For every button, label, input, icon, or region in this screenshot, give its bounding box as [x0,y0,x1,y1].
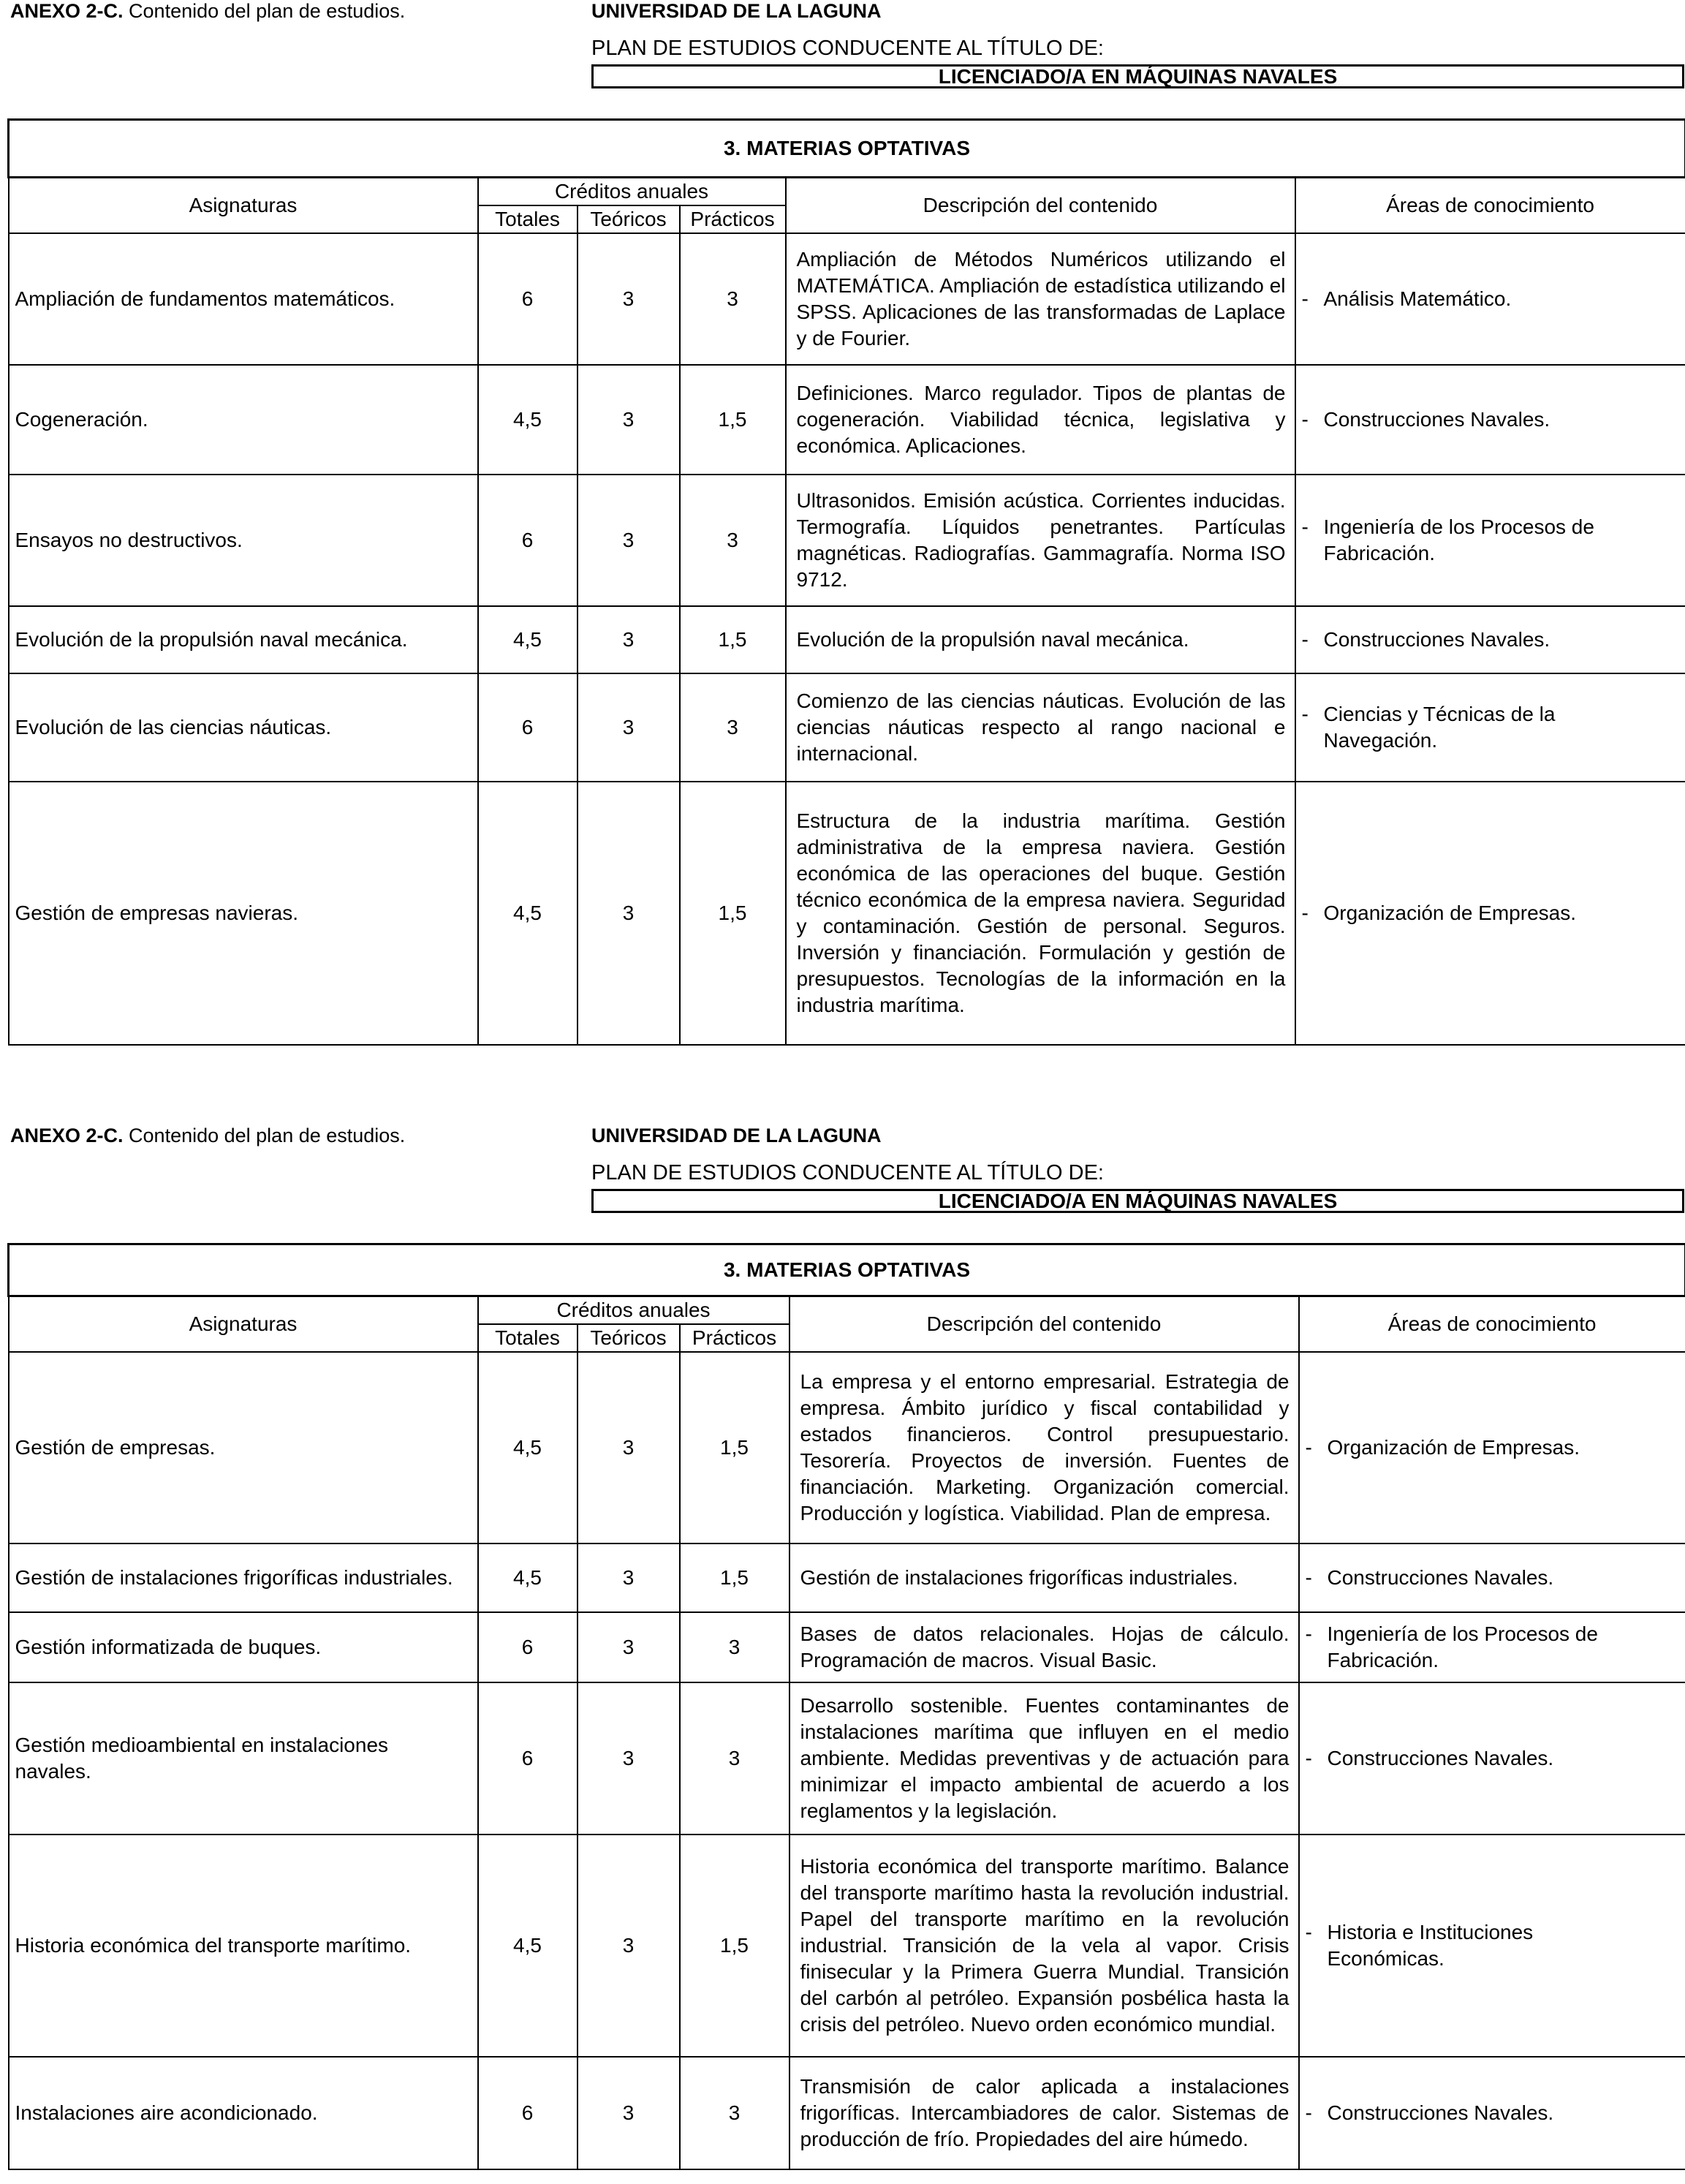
col-description: Descripción del contenido [786,178,1295,234]
subject-cell: Gestión de empresas navieras. [9,782,478,1045]
table-row [9,1543,1685,1612]
area-cell: - Construcciones Navales. [1299,1543,1685,1612]
area-text: Construcciones Navales. [1327,1747,1554,1769]
total-cell: 6 [478,1612,578,1682]
col-areas: Áreas de conocimiento [1295,178,1685,234]
subject-cell: Evolución de la propulsión naval mecánica. [9,606,478,673]
total-cell: 4,5 [478,1543,578,1612]
total-cell: 4,5 [478,606,578,673]
area-text: Historia e Instituciones Económicas. [1327,1921,1534,1970]
col-total: Totales [478,1324,578,1352]
area-cell: - Construcciones Navales. [1295,365,1685,475]
total-cell: 4,5 [478,1352,578,1543]
annex-label [10,1125,405,1147]
description-cell: La empresa y el entorno empresarial. Estrategia de empresa. Ámbito jurídico y fiscal contabilidad y estados financieros. Control presupuestario. Tesorería. Proyectos de inversión. Fuentes de financiación. Marketing. Organización comercial. Producción y logística. Viabilidad. Plan de empresa. [790,1352,1299,1543]
theory-cell: 3 [578,1682,680,1835]
table-row [9,606,1685,673]
practice-cell: 3 [680,1612,790,1682]
table-row [9,365,1685,475]
col-credits: Créditos anuales [478,178,786,206]
university-name: UNIVERSIDAD DE LA LAGUNA [591,1125,882,1146]
theory-cell: 3 [578,1352,680,1543]
col-theory: Teóricos [578,205,680,233]
col-areas: Áreas de conocimiento [1299,1296,1685,1353]
subject-cell: Historia económica del transporte marítimo. [9,1835,478,2057]
theory-cell: 3 [578,782,680,1045]
area-text: Construcciones Navales. [1327,1566,1554,1589]
practice-cell: 1,5 [680,1352,790,1543]
optional-subjects-table-1 [7,118,1685,1046]
col-practice: Prácticos [680,205,786,233]
total-cell: 6 [478,475,578,606]
practice-cell: 3 [680,1682,790,1835]
description-cell: Ultrasonidos. Emisión acústica. Corrientes inducidas. Termografía. Líquidos penetrantes. Partículas magnéticas. Radiografías. Gammagrafía. Norma ISO 9712. [786,475,1295,606]
description-cell: Ampliación de Métodos Numéricos utilizando el MATEMÁTICA. Ampliación de estadística utilizando el SPSS. Aplicaciones de las transformadas de Laplace y de Fourier. [786,233,1295,365]
plan-title: PLAN DE ESTUDIOS CONDUCENTE AL TÍTULO DE: [591,1161,1104,1184]
subject-cell: Gestión de instalaciones frigoríficas industriales. [9,1543,478,1612]
degree-title: LICENCIADO/A EN MÁQUINAS NAVALES [591,1189,1684,1213]
area-cell: - Historia e Instituciones Económicas. [1299,1835,1685,2057]
university-name: UNIVERSIDAD DE LA LAGUNA [591,0,882,22]
table-row [9,782,1685,1045]
table-body-1 [9,233,1685,1045]
description-cell: Bases de datos relacionales. Hojas de cálculo. Programación de macros. Visual Basic. [790,1612,1299,1682]
col-subjects: Asignaturas [9,178,478,234]
subject-cell: Instalaciones aire acondicionado. [9,2057,478,2169]
practice-cell: 1,5 [680,606,786,673]
annex-number: ANEXO 2-C. [10,0,124,22]
table-row [9,2057,1685,2169]
theory-cell: 3 [578,1835,680,2057]
total-cell: 6 [478,673,578,782]
total-cell: 6 [478,233,578,365]
area-cell: - Análisis Matemático. [1295,233,1685,365]
subject-cell: Gestión informatizada de buques. [9,1612,478,1682]
subject-cell: Gestión de empresas. [9,1352,478,1543]
area-cell: - Construcciones Navales. [1299,1682,1685,1835]
subject-cell: Ensayos no destructivos. [9,475,478,606]
area-cell: - Construcciones Navales. [1295,606,1685,673]
area-cell: - Ingeniería de los Procesos de Fabricación. [1295,475,1685,606]
practice-cell: 1,5 [680,1835,790,2057]
description-cell: Transmisión de calor aplicada a instalaciones frigoríficas. Intercambiadores de calor. Sistemas de producción de frío. Propiedades del aire húmedo. [790,2057,1299,2169]
col-total: Totales [478,205,578,233]
table-row [9,1682,1685,1835]
section-title: 3. MATERIAS OPTATIVAS [9,120,1685,178]
col-practice: Prácticos [680,1324,790,1352]
practice-cell: 3 [680,673,786,782]
annex-number: ANEXO 2-C. [10,1125,124,1146]
section-title: 3. MATERIAS OPTATIVAS [9,1244,1685,1296]
practice-cell: 1,5 [680,1543,790,1612]
table-body-2 [9,1352,1685,2169]
area-text: Organización de Empresas. [1323,902,1577,924]
area-cell: - Ingeniería de los Procesos de Fabricación. [1299,1612,1685,1682]
table-row [9,1835,1685,2057]
area-text: Construcciones Navales. [1327,2101,1554,2124]
description-cell: Historia económica del transporte marítimo. Balance del transporte marítimo hasta la revolución industrial. Papel del transporte marítimo en la revolución industrial. Transición de la vela al vapor. Crisis finisecular y la Primera Guerra Mundial. Transición del carbón al petróleo. Expansión posbélica hasta la crisis del petróleo. Nuevo orden económico mundial. [790,1835,1299,2057]
table-row [9,233,1685,365]
practice-cell: 1,5 [680,782,786,1045]
area-cell: - Organización de Empresas. [1295,782,1685,1045]
description-cell: Gestión de instalaciones frigoríficas industriales. [790,1543,1299,1612]
area-cell: - Construcciones Navales. [1299,2057,1685,2169]
annex-label [10,0,405,23]
optional-subjects-table-2 [7,1243,1685,2170]
total-cell: 4,5 [478,365,578,475]
table-row [9,475,1685,606]
area-text: Ciencias y Técnicas de la Navegación. [1323,703,1556,752]
plan-title: PLAN DE ESTUDIOS CONDUCENTE AL TÍTULO DE: [591,37,1104,60]
theory-cell: 3 [578,1543,680,1612]
total-cell: 6 [478,1682,578,1835]
col-subjects: Asignaturas [9,1296,478,1353]
theory-cell: 3 [578,1612,680,1682]
subject-cell: Ampliación de fundamentos matemáticos. [9,233,478,365]
table-row [9,1352,1685,1543]
area-text: Construcciones Navales. [1323,408,1550,431]
col-credits: Créditos anuales [478,1296,790,1325]
degree-title: LICENCIADO/A EN MÁQUINAS NAVALES [591,64,1684,88]
col-description: Descripción del contenido [790,1296,1299,1353]
total-cell: 4,5 [478,782,578,1045]
theory-cell: 3 [578,233,680,365]
area-cell: - Ciencias y Técnicas de la Navegación. [1295,673,1685,782]
area-text: Organización de Empresas. [1327,1436,1580,1459]
area-text: Ingeniería de los Procesos de Fabricación. [1323,515,1594,564]
col-theory: Teóricos [578,1324,680,1352]
theory-cell: 3 [578,606,680,673]
annex-text: Contenido del plan de estudios. [123,1125,406,1146]
theory-cell: 3 [578,673,680,782]
theory-cell: 3 [578,365,680,475]
subject-cell: Evolución de las ciencias náuticas. [9,673,478,782]
table-row [9,673,1685,782]
subject-cell: Cogeneración. [9,365,478,475]
theory-cell: 3 [578,475,680,606]
practice-cell: 3 [680,2057,790,2169]
description-cell: Definiciones. Marco regulador. Tipos de plantas de cogeneración. Viabilidad técnica, legislativa y económica. Aplicaciones. [786,365,1295,475]
annex-text: Contenido del plan de estudios. [123,0,406,22]
area-text: Ingeniería de los Procesos de Fabricación. [1327,1622,1598,1671]
practice-cell: 1,5 [680,365,786,475]
practice-cell: 3 [680,233,786,365]
area-text: Análisis Matemático. [1323,287,1512,310]
subject-cell: Gestión medioambiental en instalaciones navales. [9,1682,478,1835]
description-cell: Evolución de la propulsión naval mecánica. [786,606,1295,673]
total-cell: 6 [478,2057,578,2169]
table-row [9,1612,1685,1682]
description-cell: Desarrollo sostenible. Fuentes contaminantes de instalaciones marítima que influyen en el medio ambiente. Medidas preventivas y de actuación para minimizar el impacto ambiental de acuerdo a los reglamentos y la legislación. [790,1682,1299,1835]
description-cell: Estructura de la industria marítima. Gestión administrativa de la empresa naviera. Gestión económica de las operaciones del buque. Gestión técnico económica de la empresa naviera. Seguridad y contaminación. Gestión de personal. Seguros. Inversión y financiación. Formulación y gestión de presupuestos. Tecnologías de la información en la industria marítima. [786,782,1295,1045]
practice-cell: 3 [680,475,786,606]
total-cell: 4,5 [478,1835,578,2057]
description-cell: Comienzo de las ciencias náuticas. Evolución de las ciencias náuticas respecto al rango nacional e internacional. [786,673,1295,782]
theory-cell: 3 [578,2057,680,2169]
area-text: Construcciones Navales. [1323,628,1550,651]
area-cell: - Organización de Empresas. [1299,1352,1685,1543]
